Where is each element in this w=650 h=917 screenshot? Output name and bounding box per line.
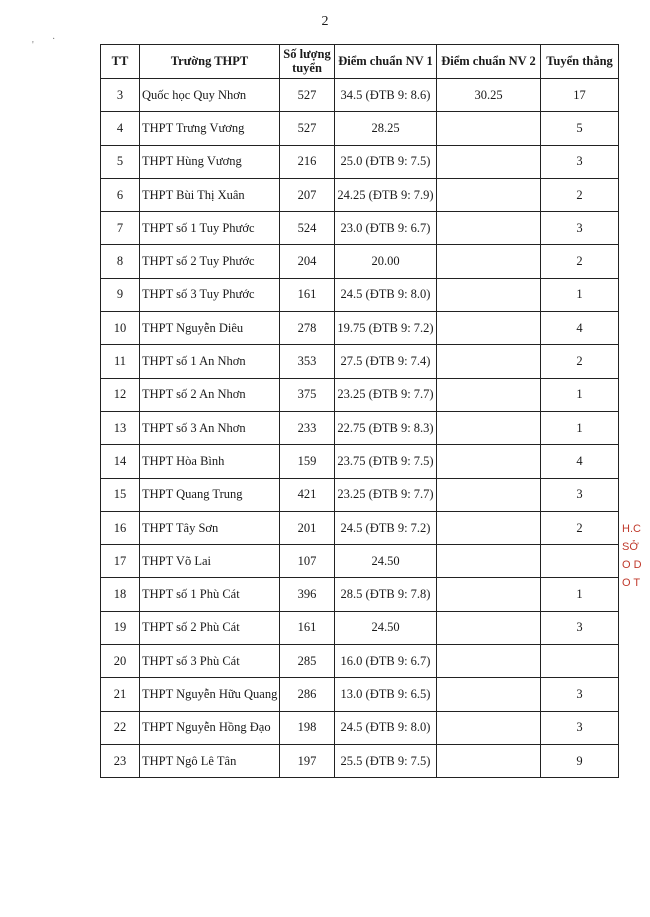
table-row (101, 545, 619, 578)
cell-tt: 6 (101, 178, 140, 211)
table-header-row (101, 45, 619, 79)
cell-school: THPT Nguyễn Hồng Đạo (140, 711, 280, 744)
cell-nv1: 24.5 (ĐTB 9: 8.0) (335, 278, 437, 311)
cell-nv2 (437, 278, 541, 311)
cell-nv1: 20.00 (335, 245, 437, 278)
cell-tt: 23 (101, 744, 140, 777)
cell-tt: 7 (101, 212, 140, 245)
cell-nv2 (437, 645, 541, 678)
cell-school: THPT Võ Lai (140, 545, 280, 578)
table-row (101, 678, 619, 711)
cell-direct: 3 (541, 145, 619, 178)
table-row (101, 511, 619, 544)
cell-school: THPT số 3 An Nhơn (140, 411, 280, 444)
table-row (101, 744, 619, 777)
cell-nv1: 23.0 (ĐTB 9: 6.7) (335, 212, 437, 245)
cell-quota: 233 (280, 411, 335, 444)
cell-nv2 (437, 478, 541, 511)
table-row (101, 478, 619, 511)
cell-direct: 3 (541, 212, 619, 245)
stamp-line: SỞ (622, 541, 639, 553)
table-row (101, 112, 619, 145)
cell-nv2: 30.25 (437, 79, 541, 112)
cell-direct: 1 (541, 411, 619, 444)
cell-nv1: 34.5 (ĐTB 9: 8.6) (335, 79, 437, 112)
cell-school: THPT số 1 An Nhơn (140, 345, 280, 378)
cell-direct: 1 (541, 378, 619, 411)
cell-nv1: 24.50 (335, 611, 437, 644)
cell-nv1: 25.0 (ĐTB 9: 7.5) (335, 145, 437, 178)
cell-tt: 15 (101, 478, 140, 511)
cell-quota: 207 (280, 178, 335, 211)
cell-nv2 (437, 445, 541, 478)
cell-direct: 4 (541, 445, 619, 478)
cell-quota: 204 (280, 245, 335, 278)
cell-nv2 (437, 511, 541, 544)
table-row (101, 711, 619, 744)
cell-school: THPT Bùi Thị Xuân (140, 178, 280, 211)
cell-nv1: 23.75 (ĐTB 9: 7.5) (335, 445, 437, 478)
table-row (101, 312, 619, 345)
table-row (101, 212, 619, 245)
cell-direct: 17 (541, 79, 619, 112)
cell-quota: 396 (280, 578, 335, 611)
cell-nv1: 25.5 (ĐTB 9: 7.5) (335, 744, 437, 777)
cell-direct: 2 (541, 178, 619, 211)
cell-tt: 17 (101, 545, 140, 578)
header-direct: Tuyển thẳng (541, 45, 619, 79)
cell-nv1: 24.5 (ĐTB 9: 7.2) (335, 511, 437, 544)
cell-quota: 527 (280, 79, 335, 112)
stamp-line: O T (622, 577, 641, 589)
cell-tt: 14 (101, 445, 140, 478)
cell-quota: 286 (280, 678, 335, 711)
cell-tt: 4 (101, 112, 140, 145)
cell-school: THPT Tây Sơn (140, 511, 280, 544)
cell-nv1: 13.0 (ĐTB 9: 6.5) (335, 678, 437, 711)
cell-direct: 3 (541, 478, 619, 511)
cell-school: THPT Quang Trung (140, 478, 280, 511)
cell-tt: 5 (101, 145, 140, 178)
cell-nv2 (437, 212, 541, 245)
table-row (101, 79, 619, 112)
table-row (101, 145, 619, 178)
cell-quota: 198 (280, 711, 335, 744)
cell-nv2 (437, 545, 541, 578)
cell-school: THPT Ngô Lê Tân (140, 744, 280, 777)
cell-nv2 (437, 411, 541, 444)
cell-direct: 3 (541, 711, 619, 744)
cell-direct: 3 (541, 678, 619, 711)
cell-nv2 (437, 378, 541, 411)
cell-school: THPT số 1 Phù Cát (140, 578, 280, 611)
cell-quota: 353 (280, 345, 335, 378)
cell-nv2 (437, 611, 541, 644)
cell-school: THPT Trưng Vương (140, 112, 280, 145)
cell-nv1: 24.25 (ĐTB 9: 7.9) (335, 178, 437, 211)
cell-nv2 (437, 678, 541, 711)
cell-tt: 3 (101, 79, 140, 112)
table-row (101, 345, 619, 378)
cell-quota: 201 (280, 511, 335, 544)
cell-nv1: 27.5 (ĐTB 9: 7.4) (335, 345, 437, 378)
cell-tt: 9 (101, 278, 140, 311)
table-row (101, 611, 619, 644)
cell-tt: 20 (101, 645, 140, 678)
scan-speck: · (52, 34, 56, 45)
cell-school: THPT số 3 Phù Cát (140, 645, 280, 678)
cell-direct: 2 (541, 345, 619, 378)
cell-direct: 4 (541, 312, 619, 345)
header-nv2: Điểm chuẩn NV 2 (437, 45, 541, 79)
cell-direct: 3 (541, 611, 619, 644)
cell-nv2 (437, 744, 541, 777)
cell-nv2 (437, 345, 541, 378)
admission-scores-table (100, 44, 619, 778)
cell-quota: 375 (280, 378, 335, 411)
cell-nv2 (437, 145, 541, 178)
cell-nv1: 23.25 (ĐTB 9: 7.7) (335, 478, 437, 511)
cell-quota: 197 (280, 744, 335, 777)
scan-speck: ' (32, 40, 34, 51)
header-school: Trường THPT (140, 45, 280, 79)
cell-tt: 21 (101, 678, 140, 711)
cell-tt: 11 (101, 345, 140, 378)
cell-nv2 (437, 245, 541, 278)
stamp-line: O D (622, 559, 642, 571)
page-number: 2 (321, 14, 329, 29)
cell-quota: 278 (280, 312, 335, 345)
cell-school: THPT số 2 Phù Cát (140, 611, 280, 644)
table-row (101, 411, 619, 444)
table-row (101, 578, 619, 611)
cell-school: THPT số 1 Tuy Phước (140, 212, 280, 245)
cell-nv1: 22.75 (ĐTB 9: 8.3) (335, 411, 437, 444)
header-quota: Số lượng tuyển (280, 45, 335, 79)
cell-school: THPT Hùng Vương (140, 145, 280, 178)
table-row (101, 178, 619, 211)
cell-tt: 13 (101, 411, 140, 444)
cell-nv1: 23.25 (ĐTB 9: 7.7) (335, 378, 437, 411)
cell-direct: 2 (541, 245, 619, 278)
cell-tt: 22 (101, 711, 140, 744)
cell-direct: 9 (541, 744, 619, 777)
cell-tt: 10 (101, 312, 140, 345)
cell-quota: 524 (280, 212, 335, 245)
cell-tt: 8 (101, 245, 140, 278)
cell-direct: 2 (541, 511, 619, 544)
cell-direct: 5 (541, 112, 619, 145)
cell-nv2 (437, 112, 541, 145)
header-tt: TT (101, 45, 140, 79)
header-nv1: Điểm chuẩn NV 1 (335, 45, 437, 79)
cell-nv2 (437, 312, 541, 345)
cell-school: THPT Hòa Bình (140, 445, 280, 478)
cell-nv1: 19.75 (ĐTB 9: 7.2) (335, 312, 437, 345)
cell-school: THPT số 2 An Nhơn (140, 378, 280, 411)
cell-direct: 1 (541, 578, 619, 611)
cell-nv1: 28.5 (ĐTB 9: 7.8) (335, 578, 437, 611)
cell-direct: 1 (541, 278, 619, 311)
cell-quota: 421 (280, 478, 335, 511)
cell-school: THPT Nguyễn Hữu Quang (140, 678, 280, 711)
table-row (101, 378, 619, 411)
cell-quota: 159 (280, 445, 335, 478)
cell-direct (541, 545, 619, 578)
cell-quota: 285 (280, 645, 335, 678)
cell-direct (541, 645, 619, 678)
cell-quota: 107 (280, 545, 335, 578)
table-row (101, 245, 619, 278)
cell-quota: 216 (280, 145, 335, 178)
cell-quota: 161 (280, 611, 335, 644)
cell-nv2 (437, 178, 541, 211)
cell-nv2 (437, 578, 541, 611)
cell-tt: 19 (101, 611, 140, 644)
cell-nv1: 16.0 (ĐTB 9: 6.7) (335, 645, 437, 678)
cell-tt: 12 (101, 378, 140, 411)
table-row (101, 645, 619, 678)
cell-nv1: 28.25 (335, 112, 437, 145)
cell-quota: 527 (280, 112, 335, 145)
cell-nv1: 24.5 (ĐTB 9: 8.0) (335, 711, 437, 744)
red-stamp-fragment (622, 520, 650, 630)
cell-tt: 18 (101, 578, 140, 611)
cell-tt: 16 (101, 511, 140, 544)
cell-school: Quốc học Quy Nhơn (140, 79, 280, 112)
cell-nv2 (437, 711, 541, 744)
cell-nv1: 24.50 (335, 545, 437, 578)
cell-school: THPT số 2 Tuy Phước (140, 245, 280, 278)
cell-school: THPT số 3 Tuy Phước (140, 278, 280, 311)
stamp-line: H.C (622, 523, 641, 535)
table-row (101, 445, 619, 478)
cell-school: THPT Nguyễn Diêu (140, 312, 280, 345)
table-row (101, 278, 619, 311)
cell-quota: 161 (280, 278, 335, 311)
